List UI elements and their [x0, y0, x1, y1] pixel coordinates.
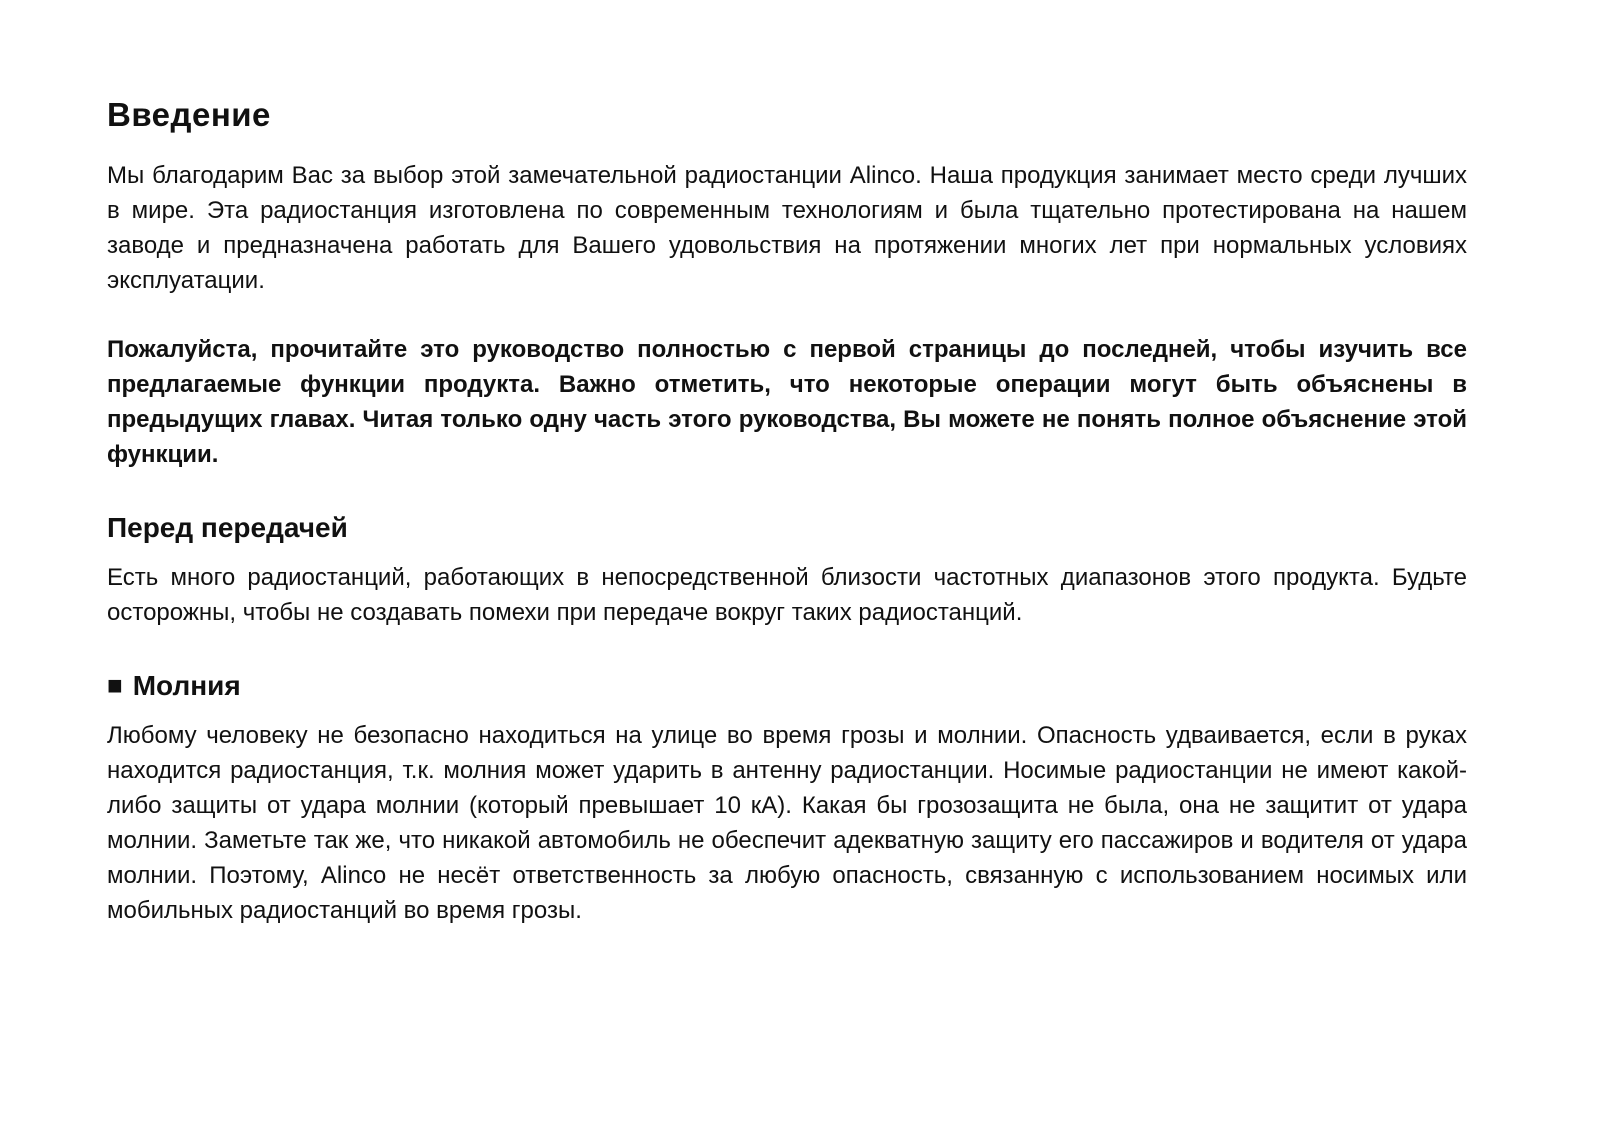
page-title: Введение	[107, 96, 271, 133]
lightning-paragraph: Любому человеку не безопасно находиться на улице во время грозы и молнии. Опасность удваивается, если в руках находится радиостанция, т.к. молния может ударить в антенну радиостанции. Носимые радиостанции не имеют какой-либо защиты от удара молнии (который превышает 10 кА). Какая бы грозозащита не была, она не защитит от удара молнии. Заметьте так же, что никакой автомобиль не обеспечит адекватную защиту его пассажиров и водителя от удара молнии. Поэтому, Alinco не несёт ответственность за любую опасность, связанную с использованием носимых или мобильных радиостанций во время грозы.	[107, 722, 1467, 924]
lightning-heading-label: Молния	[132, 670, 241, 701]
section-heading-lightning	[107, 670, 1467, 702]
square-bullet-icon: ■	[107, 670, 123, 700]
before-transmission-paragraph: Есть много радиостанций, работающих в непосредственной близости частотных диапазонов этого продукта. Будьте осторожны, чтобы не создавать помехи при передаче вокруг таких радиостанций.	[107, 564, 1467, 626]
document-content	[107, 96, 1467, 962]
intro-paragraph: Мы благодарим Вас за выбор этой замечательной радиостанции Alinco. Наша продукция занимает место среди лучших в мире. Эта радиостанция изготовлена по современным технологиям и была тщательно протестирована на нашем заводе и предназначена работать для Вашего удовольствия на протяжении многих лет при нормальных условиях эксплуатации.	[107, 162, 1467, 294]
section-heading-before-transmission: Перед передачей	[107, 512, 348, 543]
warning-paragraph: Пожалуйста, прочитайте это руководство полностью с первой страницы до последней, чтобы изучить все предлагаемые функции продукта. Важно отметить, что некоторые операции могут быть объяснены в предыдущих главах. Читая только одну часть этого руководства, Вы можете не понять полное объяснение этой функции.	[107, 336, 1467, 468]
